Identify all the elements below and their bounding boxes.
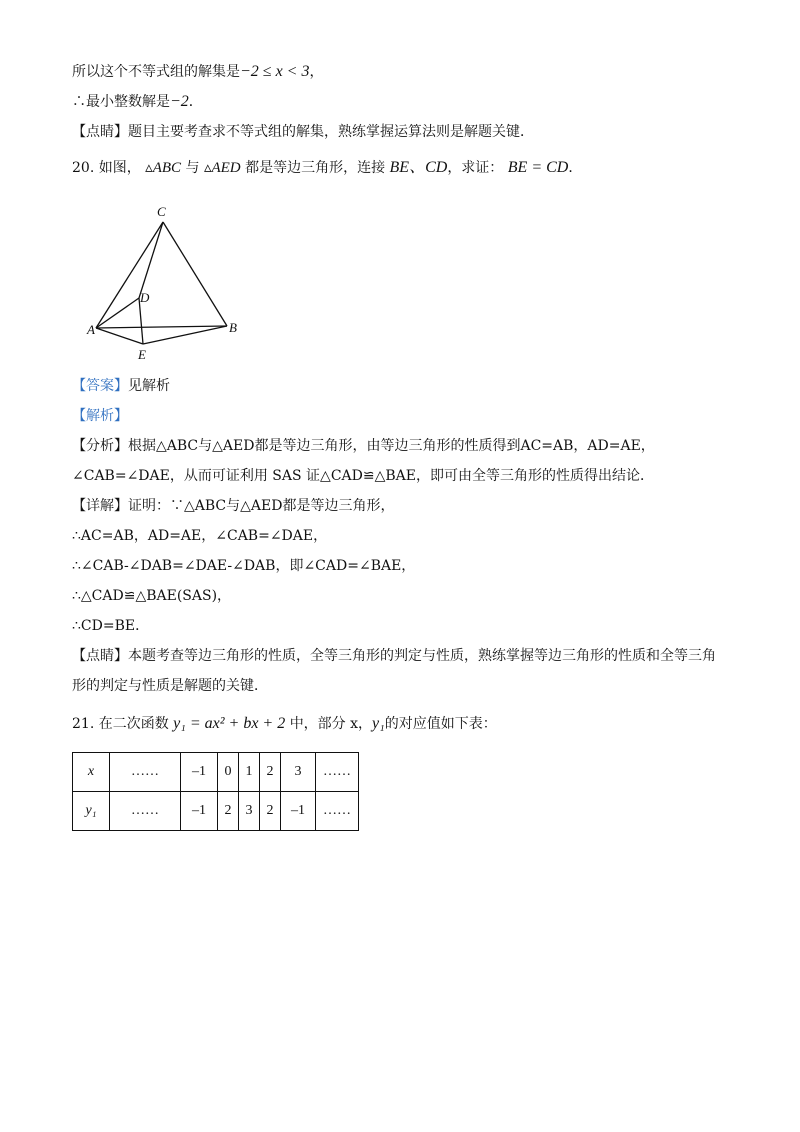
- math-expression: BE = CD: [507, 159, 569, 176]
- table-header-cell: y₁: [73, 792, 110, 831]
- comment-line-1: [72, 646, 716, 666]
- math-expression: y₁ = ax² + bx + 2: [173, 715, 286, 732]
- analysis-heading: [72, 406, 128, 426]
- detail-line-2: [72, 526, 327, 546]
- comment-line: [72, 122, 534, 142]
- table-cell: 0: [218, 753, 239, 792]
- segment-ca: [96, 222, 163, 328]
- table-cell: 2: [260, 753, 281, 792]
- comment-tag: 【点睛】: [72, 124, 128, 140]
- table-cell: –1: [181, 753, 218, 792]
- text: 都是等边三角形，连接: [245, 160, 386, 176]
- comment-tag: 【点睛】: [72, 648, 128, 664]
- text: 本题考查等边三角形的性质，全等三角形的判定与性质，熟练掌握等边三角形的性质和全等三角: [128, 648, 716, 664]
- label-a: A: [87, 322, 95, 337]
- comment-line-2: [72, 676, 268, 696]
- table-cell: ……: [110, 792, 181, 831]
- table-header-cell: x: [73, 753, 110, 792]
- table-cell: –1: [181, 792, 218, 831]
- text: 题目主要考查求不等式组的解集，熟练掌握运算法则是解题关键．: [128, 124, 534, 140]
- segment-cb: [163, 222, 227, 326]
- analysis-line-1: [72, 436, 655, 456]
- math-expression: ▵ABC: [145, 160, 182, 176]
- analysis-tag: 【分析】: [72, 438, 128, 454]
- math-expression: −2: [170, 93, 189, 110]
- analysis-line-2: [72, 466, 654, 486]
- segment-eb: [143, 326, 227, 344]
- text: 形的判定与性质是解题的关键．: [72, 678, 268, 694]
- answer-line: [72, 376, 170, 396]
- table-cell: 3: [281, 753, 316, 792]
- question-21: [72, 714, 497, 734]
- table-cell: 3: [239, 792, 260, 831]
- text: 见解析: [128, 378, 170, 394]
- question-number: 20. 如图，: [72, 160, 141, 176]
- text: ．: [568, 160, 583, 176]
- label-d: D: [140, 290, 150, 305]
- detail-line-1: [72, 496, 394, 516]
- triangle-figure: [84, 200, 254, 365]
- math-expression: −2 ≤ x < 3: [240, 63, 310, 80]
- label-e: E: [138, 347, 146, 362]
- math-expression: BE、CD: [389, 159, 448, 176]
- triangle-diagram: [84, 200, 254, 365]
- label-c: C: [157, 204, 166, 219]
- detail-line-5: [72, 616, 149, 636]
- table-row-y1: [73, 792, 359, 831]
- text: ∴∠CAB-∠DAB=∠DAE-∠DAB，即∠CAD=∠BAE，: [72, 558, 416, 574]
- label-b: B: [229, 320, 237, 335]
- table-cell: ……: [316, 792, 359, 831]
- text: ∠CAB=∠DAE，从而可证利用 SAS 证△CAD≌△BAE，即可由全等三角形的性质得出结论．: [72, 468, 654, 484]
- text: 与: [185, 160, 200, 176]
- analysis-tag: 【解析】: [72, 408, 128, 424]
- answer-tag: 【答案】: [72, 378, 128, 394]
- table-cell: ……: [110, 753, 181, 792]
- text: ∴最小整数解是: [72, 94, 170, 110]
- table-row-x: [73, 753, 359, 792]
- table-cell: 2: [260, 792, 281, 831]
- table-cell: ……: [316, 753, 359, 792]
- detail-line-3: [72, 556, 415, 576]
- detail-line-4: [72, 586, 231, 606]
- segment-cd: [139, 222, 163, 298]
- value-table: [72, 752, 359, 831]
- table-cell: 1: [239, 753, 260, 792]
- text: ∴AC=AB，AD=AE，∠CAB=∠DAE，: [72, 528, 328, 544]
- segment-ab: [96, 326, 227, 328]
- text: 中，部分 x，: [289, 716, 373, 732]
- text: ∴CD=BE．: [72, 618, 150, 634]
- text: 的对应值如下表：: [384, 716, 497, 732]
- text: ∴△CAD≌△BAE(SAS)，: [72, 588, 232, 604]
- segment-ae: [96, 328, 143, 344]
- min-integer-line: [72, 92, 203, 112]
- math-expression: y₁: [372, 715, 385, 732]
- text: 所以这个不等式组的解集是: [72, 64, 240, 80]
- text: ，求证：: [447, 160, 504, 176]
- text: 证明：∵△ABC与△AED都是等边三角形，: [128, 498, 395, 514]
- segment-ad: [96, 298, 139, 328]
- text: ，: [309, 64, 324, 80]
- table-cell: 2: [218, 792, 239, 831]
- text: ．: [188, 94, 203, 110]
- question-number: 21. 在二次函数: [72, 716, 169, 732]
- solution-set-line: [72, 62, 323, 82]
- text: 根据△ABC与△AED都是等边三角形，由等边三角形的性质得到AC=AB，AD=AE，: [128, 438, 655, 454]
- detail-tag: 【详解】: [72, 498, 128, 514]
- table-cell: –1: [281, 792, 316, 831]
- math-expression: ▵AED: [203, 160, 241, 176]
- question-20: [72, 158, 582, 178]
